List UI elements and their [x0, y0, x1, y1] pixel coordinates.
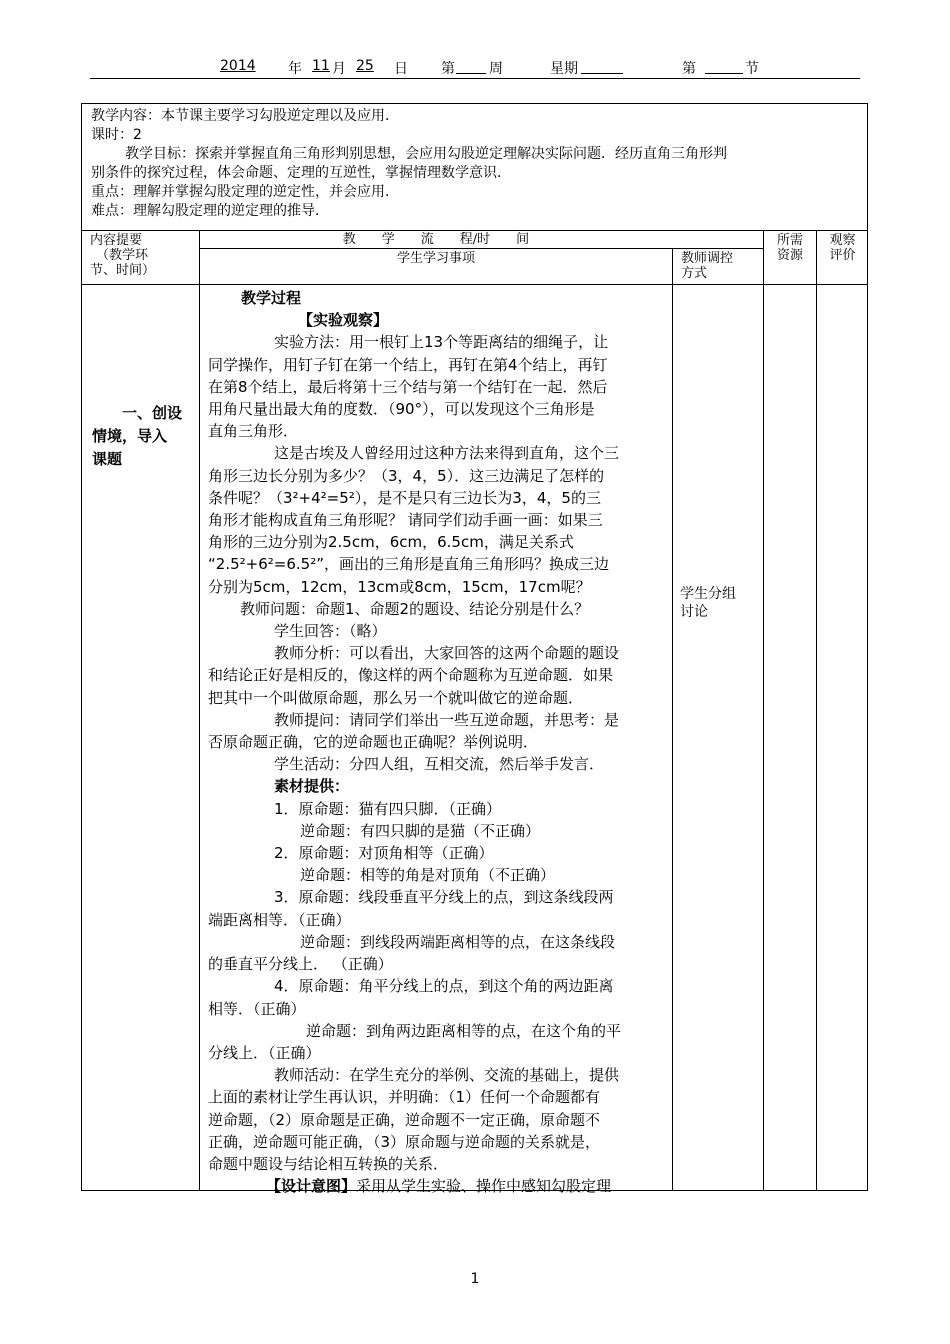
- body-line: 教师活动：在学生充分的举例、交流的基础上，提供: [274, 1066, 620, 1085]
- body-line: 端距离相等．（正确）: [208, 910, 351, 929]
- week-blank: [456, 58, 486, 74]
- body-line: 上面的素材让学生再认识，并明确：（1）任何一个命题都有: [208, 1088, 601, 1107]
- header-evaluation-l2: 评价: [829, 248, 856, 263]
- body-line: 1．原命题：猫有四只脚．（正确）: [274, 799, 502, 818]
- table-col-4: [816, 230, 817, 1191]
- header-week-prefix: 第: [441, 61, 455, 77]
- header-resources: [764, 233, 816, 263]
- body-line: 同学操作，用钉子钉在第一个结上，再钉在第4个结上，再钉: [208, 355, 608, 374]
- header-teacher-mode-l2: 方式: [681, 266, 708, 281]
- header-period-suffix: 节: [745, 61, 759, 77]
- body-line: 逆命题，（2）原命题是正确，逆命题不一定正确，原命题不: [208, 1110, 601, 1129]
- body-line: 否原命题正确，它的逆命题也正确呢？举例说明．: [208, 733, 539, 752]
- body-line: 相等．（正确）: [208, 999, 306, 1018]
- body-line: 这是古埃及人曾经用过这种方法来得到直角，这个三: [274, 444, 620, 463]
- header-year: 2014: [220, 58, 256, 74]
- body-line: 逆命题：到线段两端距离相等的点，在这条线段: [300, 932, 616, 951]
- body-line: 用角尺量出最大角的度数．（90°），可以发现这个三角形是: [208, 400, 595, 419]
- body-line: 条件呢？（3²+4²=5²），是不是只有三边长为3，4，5的三: [208, 488, 601, 507]
- body-line: 和结论正好是相反的，像这样的两个命题称为互逆命题．如果: [208, 666, 614, 685]
- table-col-1: [199, 230, 200, 1191]
- header-teacher-mode-l1: 教师调控: [681, 251, 734, 266]
- table-col-3: [763, 230, 764, 1191]
- body-line: 教师分析：可以看出，大家回答的这两个命题的题设: [274, 644, 620, 663]
- header-evaluation-l1: 观察: [829, 233, 856, 248]
- body-line: 逆命题：到角两边距离相等的点，在这个角的平: [306, 1021, 622, 1040]
- date-header: [90, 58, 860, 79]
- design-intent-text: 采用从学生实验、操作中感知勾股定理: [356, 1177, 612, 1196]
- header-evaluation: [817, 233, 868, 263]
- student-learning-content: [208, 287, 664, 1197]
- body-line: 角形的三边分别为2.5cm，6cm，6.5cm，满足关系式: [208, 533, 574, 552]
- body-line: 教师问题：命题1、命题2的题设、结论分别是什么？: [240, 599, 590, 618]
- header-month-suffix: 月: [332, 61, 346, 77]
- body-line: 逆命题：有四只脚的是猫（不正确）: [300, 821, 541, 840]
- header-content-summary-l3: 节、时间）: [90, 263, 156, 278]
- body-line: 角形三边长分别为多少？（3，4，5）．这三边满足了怎样的: [208, 466, 605, 485]
- header-year-suffix: 年: [288, 61, 302, 77]
- body-line: 学生回答：（略）: [274, 622, 387, 641]
- design-intent-label: 【设计意图】: [266, 1177, 357, 1196]
- header-resources-l2: 资源: [776, 248, 803, 263]
- lesson-goal-line2: 别条件的探究过程，体会命题、定理的互逆性，掌握情理数学意识．: [91, 165, 511, 181]
- header-content-summary-l2: （教学环: [96, 248, 149, 263]
- body-line: 分线上．（正确）: [208, 1043, 321, 1062]
- period-blank: [705, 58, 743, 74]
- header-day-suffix: 日: [394, 61, 408, 77]
- header-student-items: 学生学习事项: [396, 251, 475, 266]
- lesson-goal-line1: 教学目标：探索并掌握直角三角形判别思想，会应用勾股逆定理解决实际问题．经历直角三角形判: [125, 146, 727, 162]
- section-title-l3: 课题: [92, 450, 123, 468]
- teacher-mode-l2: 讨论: [680, 604, 708, 620]
- header-resources-l1: 所需: [776, 233, 803, 248]
- lesson-difficulty: 难点：理解勾股定理的逆定理的推导．: [91, 203, 329, 219]
- lesson-info: [91, 107, 856, 221]
- experiment-heading: 【实验观察】: [298, 311, 389, 330]
- body-line: 直角三角形．: [208, 422, 299, 441]
- header-weekday-label: 星期: [550, 61, 578, 77]
- header-teaching-flow: 教 学 流 程/时 间: [342, 232, 530, 247]
- header-content-summary-l1: 内容提要: [90, 233, 143, 248]
- page-number: 1: [470, 1271, 480, 1287]
- header-content-summary: [90, 233, 196, 278]
- body-line: 3．原命题：线段垂直平分线上的点，到这条线段两: [274, 888, 614, 907]
- body-line: 在第8个结上，最后将第十三个结与第一个结钉在一起．然后: [208, 377, 608, 396]
- body-line: 实验方法：用一根钉上13个等距离结的细绳子，让: [274, 333, 609, 352]
- lesson-hours: 课时：2: [91, 127, 142, 143]
- header-month: 11: [312, 58, 330, 74]
- header-day: 25: [356, 58, 374, 74]
- body-line: 教师提问：请同学们举出一些互逆命题，并思考：是: [274, 710, 620, 729]
- body-line: 把其中一个叫做原命题，那么另一个就叫做它的逆命题．: [208, 688, 584, 707]
- weekday-blank: [581, 58, 623, 74]
- header-period-prefix: 第: [682, 61, 696, 77]
- teacher-mode-cell: [680, 585, 760, 621]
- section-title-l1: 一、创设: [122, 404, 183, 422]
- body-line: 命题中题设与结论相互转换的关系．: [208, 1154, 449, 1173]
- body-line: 分别为5cm，12cm，13cm或8cm，15cm，17cm呢？: [208, 577, 591, 596]
- body-line: “2.5²+6²=6.5²”，画出的三角形是直角三角形吗？换成三边: [208, 555, 609, 574]
- body-line: 正确，逆命题可能正确，（3）原命题与逆命题的关系就是，: [208, 1132, 601, 1151]
- body-line: 学生活动：分四人组，互相交流，然后举手发言．: [274, 755, 605, 774]
- body-line: 2．原命题：对顶角相等（正确）: [274, 844, 494, 863]
- table-line-flow-bottom: [199, 248, 763, 249]
- table-col-2: [672, 248, 673, 1191]
- lesson-key-point: 重点：理解并掌握勾股定理的逆定性，并会应用．: [91, 184, 399, 200]
- body-line: 角形才能构成直角三角形呢？ 请同学们动手画一画：如果三: [208, 511, 603, 530]
- lesson-content: 教学内容：本节课主要学习勾股逆定理以及应用．: [91, 108, 399, 124]
- teacher-mode-l1: 学生分组: [680, 586, 736, 602]
- process-heading: 教学过程: [241, 289, 302, 307]
- section-title-l2: 情境，导入: [92, 427, 168, 445]
- section-title: [92, 402, 196, 471]
- design-intent-line: [208, 1175, 664, 1197]
- body-line: 逆命题：相等的角是对顶角（不正确）: [300, 866, 556, 885]
- body-line: 的垂直平分线上． （正确）: [208, 955, 393, 974]
- body-line: 4．原命题：角平分线上的点，到这个角的两边距离: [274, 977, 614, 996]
- material-heading: 素材提供：: [274, 777, 350, 796]
- header-week-suffix: 周: [489, 61, 503, 77]
- header-teacher-mode: [681, 251, 761, 281]
